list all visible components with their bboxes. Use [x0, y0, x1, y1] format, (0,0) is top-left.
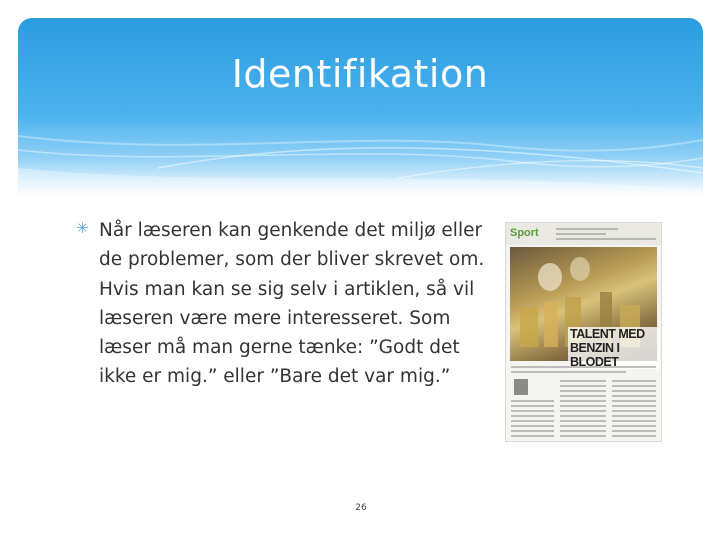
banner-swoosh-graphic: [18, 18, 703, 196]
clipping-masthead-lines: [506, 223, 661, 245]
page-number: 26: [355, 503, 367, 513]
asterisk-icon: ✳: [76, 219, 89, 237]
clipping-headline-line1: TALENT MED: [568, 327, 660, 341]
clipping-headline-line2: BENZIN I BLODET: [568, 341, 660, 369]
clipping-article-columns: [506, 361, 661, 441]
clipping-section-label: Sport: [510, 227, 539, 239]
title-banner: [18, 18, 703, 196]
slide-title: Identifikation: [231, 52, 489, 96]
bullet-text: Når læseren kan genkende det miljø eller de problemer, som der bliver skrevet om. Hvis man kan se sig selv i artiklen, så vil læseren være mere interesseret. Som læser må man gerne tænke: ”Godt det ikke er mig.” eller ”Bare det var mig.”: [99, 220, 485, 388]
newspaper-clipping-image: [505, 222, 662, 442]
